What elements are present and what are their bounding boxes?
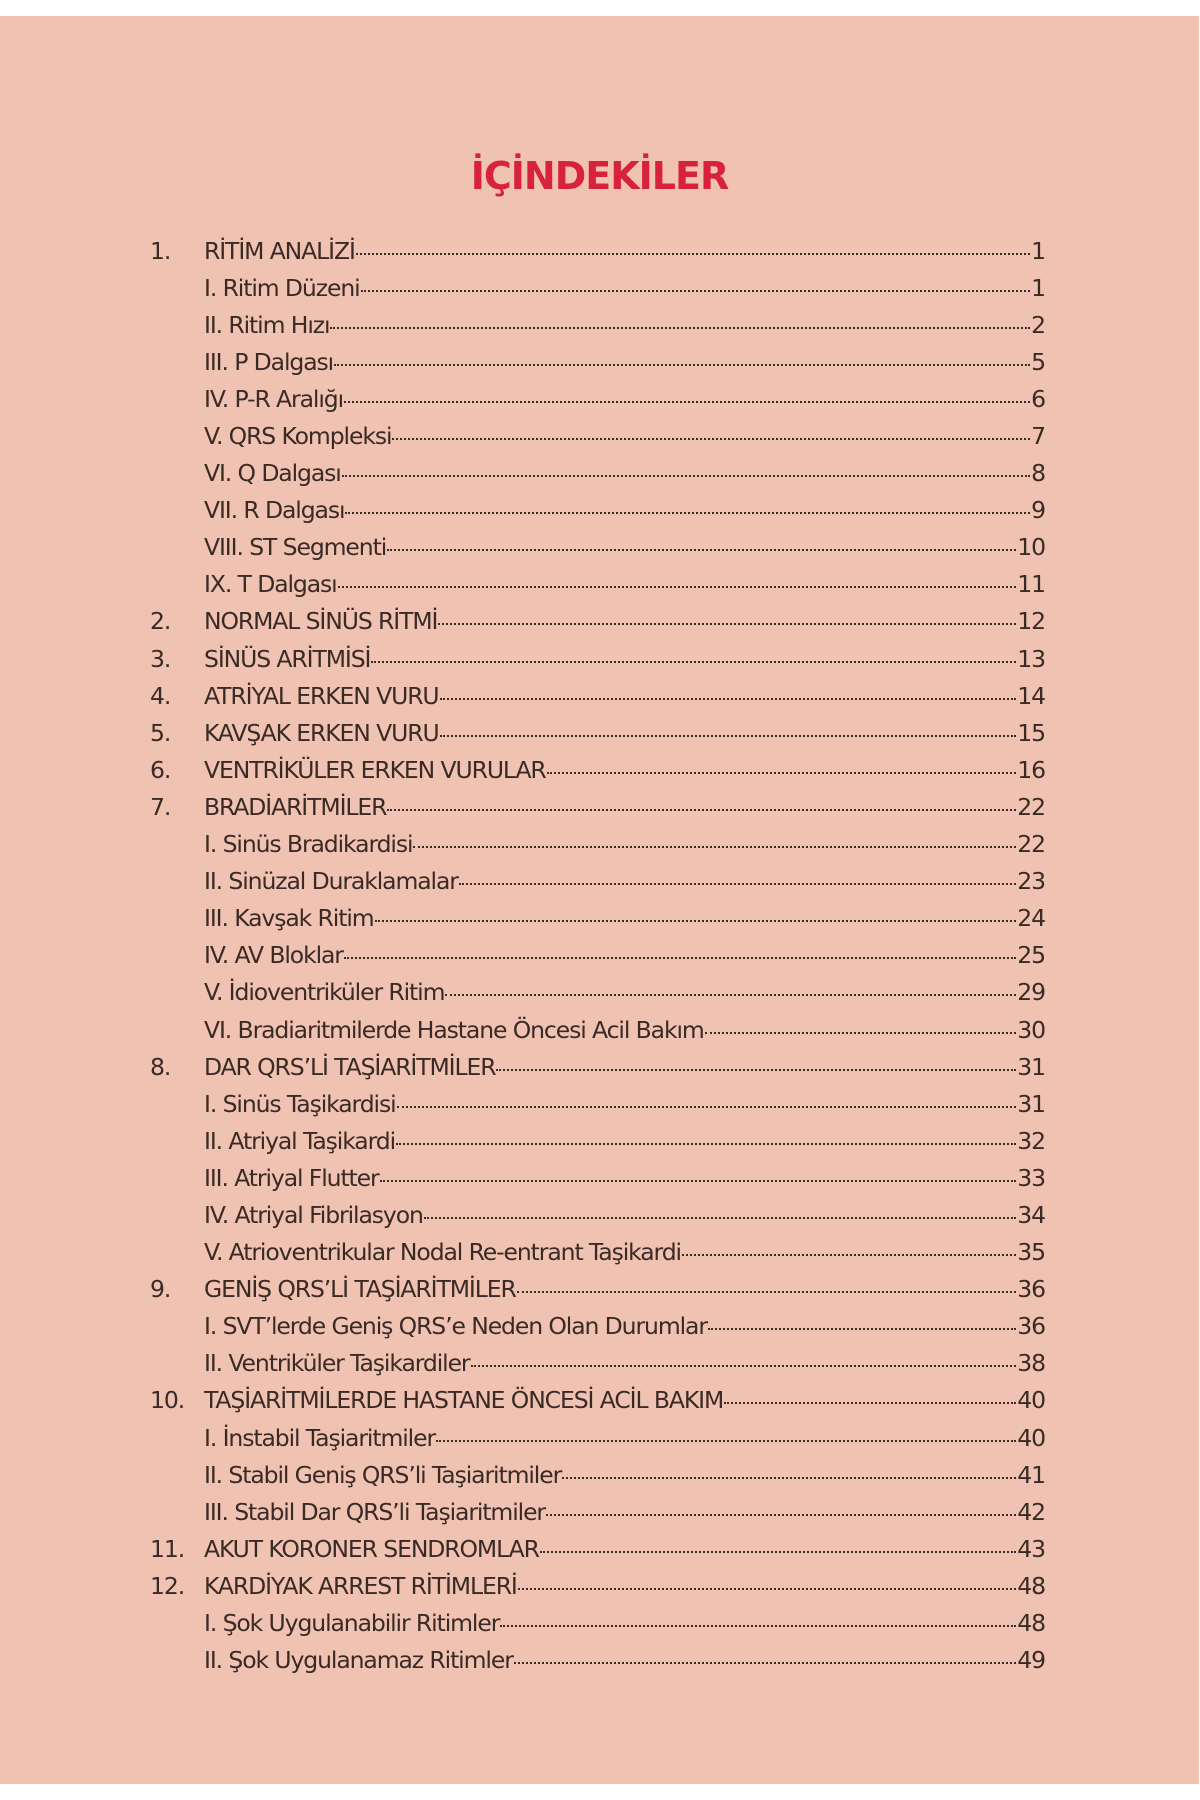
toc-entry-page-number: 24	[1017, 904, 1045, 933]
toc-entry-body	[204, 1053, 1045, 1081]
toc-entry-page-number: 30	[1017, 1015, 1045, 1044]
toc-entry-body	[204, 274, 1045, 302]
toc-entry[interactable]	[150, 1382, 1045, 1419]
toc-entry-body	[204, 1312, 1045, 1340]
toc-entry-label: III. Kavşak Ritim	[204, 904, 374, 933]
toc-entry[interactable]	[150, 900, 1045, 937]
toc-entry[interactable]	[150, 566, 1045, 603]
dot-leader	[682, 1253, 1016, 1256]
toc-entry-label: VII. R Dalgası	[204, 496, 345, 525]
toc-entry-body	[204, 1535, 1045, 1563]
toc-entry-page-number: 7	[1031, 422, 1045, 451]
dot-leader	[375, 919, 1017, 922]
dot-leader	[361, 289, 1031, 292]
toc-entry-label: ATRİYAL ERKEN VURU	[204, 681, 439, 710]
dot-leader	[371, 660, 1016, 663]
toc-entry-page-number: 49	[1017, 1646, 1045, 1675]
toc-entry-label: V. Atrioventrikular Nodal Re-entrant Taşikardi	[204, 1238, 681, 1267]
toc-entry-label: I. Sinüs Bradikardisi	[204, 830, 413, 859]
toc-entry-page-number: 48	[1017, 1609, 1045, 1638]
toc-entry-body	[204, 756, 1045, 784]
page-title: İÇİNDEKİLER	[470, 154, 729, 198]
toc-entry-number: 10.	[150, 1386, 185, 1415]
dot-leader	[397, 1105, 1017, 1108]
dot-leader	[547, 771, 1017, 774]
toc-entry-body	[204, 459, 1045, 487]
dot-leader	[344, 956, 1016, 959]
toc-entry-page-number: 13	[1017, 644, 1045, 673]
toc-entry[interactable]	[150, 380, 1045, 417]
toc-entry[interactable]	[150, 1493, 1045, 1530]
dot-leader	[387, 808, 1016, 811]
toc-entry[interactable]	[150, 751, 1045, 788]
toc-entry[interactable]	[150, 640, 1045, 677]
dot-leader	[440, 734, 1017, 737]
toc-entry-label: AKUT KORONER SENDROMLAR	[204, 1534, 539, 1563]
dot-leader	[705, 1031, 1017, 1034]
toc-entry-page-number: 10	[1017, 533, 1045, 562]
dot-leader	[342, 474, 1030, 477]
toc-entry[interactable]	[150, 1159, 1045, 1196]
dot-leader	[413, 845, 1016, 848]
toc-entry-body	[204, 1275, 1045, 1303]
toc-entry-page-number: 11	[1017, 570, 1045, 599]
dot-leader	[334, 363, 1030, 366]
toc-entry-body	[204, 1646, 1045, 1674]
toc-entry-body	[204, 1127, 1045, 1155]
toc-entry-body	[204, 1201, 1045, 1229]
toc-entry-body	[204, 941, 1045, 969]
toc-entry-label: I. SVT’lerde Geniş QRS’e Neden Olan Durumlar	[204, 1312, 707, 1341]
toc-entry[interactable]	[150, 1604, 1045, 1641]
toc-entry-page-number: 40	[1017, 1386, 1045, 1415]
toc-entry-body	[204, 1349, 1045, 1377]
toc-entry[interactable]	[150, 714, 1045, 751]
toc-entry[interactable]	[150, 603, 1045, 640]
dot-leader	[496, 1068, 1016, 1071]
toc-entry-label: TAŞİARİTMİLERDE HASTANE ÖNCESİ ACİL BAKIM	[204, 1386, 724, 1415]
toc-entry-body	[204, 682, 1045, 710]
dot-leader	[392, 437, 1030, 440]
toc-entry-page-number: 29	[1017, 978, 1045, 1007]
dot-leader	[438, 622, 1016, 625]
toc-entry-number: 6.	[150, 755, 171, 784]
toc-entry[interactable]	[150, 529, 1045, 566]
toc-entry-body	[204, 570, 1045, 598]
toc-entry-label: I. Şok Uygulanabilir Ritimler	[204, 1609, 500, 1638]
toc-entry-label: I. İnstabil Taşiaritmiler	[204, 1423, 436, 1452]
toc-entry-body	[204, 1386, 1045, 1414]
toc-entry-page-number: 6	[1031, 384, 1045, 413]
dot-leader	[345, 511, 1030, 514]
toc-entry-number: 2.	[150, 607, 171, 636]
toc-entry-page-number: 14	[1017, 681, 1045, 710]
toc-entry-page-number: 31	[1017, 1089, 1045, 1118]
dot-leader	[514, 1661, 1017, 1664]
toc-entry-body	[204, 311, 1045, 339]
toc-entry[interactable]	[150, 1234, 1045, 1271]
toc-entry-page-number: 35	[1017, 1238, 1045, 1267]
toc-entry-body	[204, 607, 1045, 635]
toc-entry-body	[204, 385, 1045, 413]
dot-leader	[708, 1327, 1016, 1330]
toc-entry-body	[204, 348, 1045, 376]
toc-entry-page-number: 1	[1031, 236, 1045, 265]
toc-entry-label: VI. Bradiaritmilerde Hastane Öncesi Acil Bakım	[204, 1015, 704, 1044]
dot-leader	[440, 697, 1017, 700]
toc-entry[interactable]	[150, 974, 1045, 1011]
toc-entry[interactable]	[150, 1011, 1045, 1048]
toc-entry-page-number: 22	[1017, 792, 1045, 821]
toc-entry[interactable]	[150, 306, 1045, 343]
toc-entry[interactable]	[150, 677, 1045, 714]
toc-entry-body	[204, 1572, 1045, 1600]
dot-leader	[546, 1513, 1016, 1516]
toc-entry[interactable]	[150, 1271, 1045, 1308]
toc-entry-body	[204, 1164, 1045, 1192]
dot-leader	[436, 1439, 1016, 1442]
toc-entry-body	[204, 978, 1045, 1006]
table-of-contents	[150, 232, 1045, 1679]
toc-entry-label: I. Ritim Düzeni	[204, 273, 360, 302]
dot-leader	[356, 252, 1030, 255]
toc-entry-page-number: 32	[1017, 1126, 1045, 1155]
toc-entry-body	[204, 237, 1045, 265]
toc-entry-page-number: 36	[1017, 1275, 1045, 1304]
dot-leader	[562, 1476, 1016, 1479]
toc-entry-body	[204, 1609, 1045, 1637]
dot-leader	[424, 1216, 1017, 1219]
toc-entry-page-number: 15	[1017, 718, 1045, 747]
toc-entry-number: 3.	[150, 644, 171, 673]
toc-entry-label: III. P Dalgası	[204, 347, 334, 376]
toc-entry-page-number: 41	[1017, 1460, 1045, 1489]
toc-entry[interactable]	[150, 1122, 1045, 1159]
dot-leader	[380, 1179, 1017, 1182]
toc-entry-label: I. Sinüs Taşikardisi	[204, 1089, 396, 1118]
toc-entry-number: 5.	[150, 718, 171, 747]
dot-leader	[344, 400, 1030, 403]
toc-entry[interactable]	[150, 1345, 1045, 1382]
toc-entry-body	[204, 867, 1045, 895]
toc-entry[interactable]	[150, 937, 1045, 974]
toc-entry-page-number: 33	[1017, 1163, 1045, 1192]
toc-entry-body	[204, 719, 1045, 747]
toc-entry-page-number: 16	[1017, 755, 1045, 784]
toc-entry-label: III. Stabil Dar QRS’li Taşiaritmiler	[204, 1497, 545, 1526]
toc-entry-page-number: 42	[1017, 1497, 1045, 1526]
toc-entry-label: BRADİARİTMİLER	[204, 792, 387, 821]
toc-entry-page-number: 40	[1017, 1423, 1045, 1452]
toc-entry-number: 9.	[150, 1275, 171, 1304]
toc-entry-page-number: 2	[1031, 310, 1045, 339]
toc-entry-body	[204, 1461, 1045, 1489]
toc-entry-body	[204, 422, 1045, 450]
toc-entry[interactable]	[150, 863, 1045, 900]
toc-entry-label: III. Atriyal Flutter	[204, 1163, 379, 1192]
toc-entry-page-number: 22	[1017, 830, 1045, 859]
toc-entry-number: 11.	[150, 1534, 185, 1563]
dot-leader	[471, 1364, 1017, 1367]
toc-entry-body	[204, 1016, 1045, 1044]
toc-entry-label: RİTİM ANALİZİ	[204, 236, 355, 265]
toc-entry-label: GENİŞ QRS’Lİ TAŞİARİTMİLER	[204, 1275, 516, 1304]
toc-entry[interactable]	[150, 1530, 1045, 1567]
toc-entry-number: 4.	[150, 681, 171, 710]
toc-entry-body	[204, 1090, 1045, 1118]
toc-entry-body	[204, 793, 1045, 821]
toc-entry-label: II. Atriyal Taşikardi	[204, 1126, 396, 1155]
toc-entry-page-number: 5	[1031, 347, 1045, 376]
toc-entry-body	[204, 830, 1045, 858]
dot-leader	[500, 1624, 1016, 1627]
toc-entry-number: 1.	[150, 236, 171, 265]
toc-entry[interactable]	[150, 788, 1045, 825]
toc-entry-body	[204, 645, 1045, 673]
toc-entry-page-number: 8	[1031, 459, 1045, 488]
toc-entry-page-number: 38	[1017, 1349, 1045, 1378]
toc-entry-label: VENTRİKÜLER ERKEN VURULAR	[204, 755, 546, 784]
dot-leader	[459, 882, 1016, 885]
toc-entry[interactable]	[150, 492, 1045, 529]
toc-entry-label: VIII. ST Segmenti	[204, 533, 387, 562]
toc-entry-page-number: 36	[1017, 1312, 1045, 1341]
toc-entry-page-number: 9	[1031, 496, 1045, 525]
dot-leader	[517, 1290, 1017, 1293]
toc-entry-label: V. İdioventriküler Ritim	[204, 978, 445, 1007]
toc-entry[interactable]	[150, 1419, 1045, 1456]
dot-leader	[330, 326, 1030, 329]
toc-entry-page-number: 12	[1017, 607, 1045, 636]
toc-entry-page-number: 31	[1017, 1052, 1045, 1081]
toc-entry-label: II. Sinüzal Duraklamalar	[204, 867, 458, 896]
toc-entry[interactable]	[150, 1456, 1045, 1493]
toc-entry-number: 8.	[150, 1052, 171, 1081]
toc-entry-body	[204, 1498, 1045, 1526]
toc-entry[interactable]	[150, 232, 1045, 269]
toc-entry[interactable]	[150, 417, 1045, 454]
toc-entry-label: IV. AV Bloklar	[204, 941, 343, 970]
toc-entry[interactable]	[150, 1085, 1045, 1122]
dot-leader	[540, 1550, 1016, 1553]
toc-entry-body	[204, 904, 1045, 932]
toc-entry[interactable]	[150, 455, 1045, 492]
toc-entry-label: V. QRS Kompleksi	[204, 422, 392, 451]
document-page	[0, 16, 1199, 1784]
toc-entry-label: II. Şok Uygulanamaz Ritimler	[204, 1646, 513, 1675]
toc-entry[interactable]	[150, 1048, 1045, 1085]
dot-leader	[518, 1587, 1017, 1590]
toc-entry-body	[204, 1424, 1045, 1452]
toc-entry[interactable]	[150, 269, 1045, 306]
toc-entry-label: II. Ventriküler Taşikardiler	[204, 1349, 470, 1378]
toc-entry-label: IV. P-R Aralığı	[204, 384, 343, 413]
toc-entry-label: KARDİYAK ARREST RİTİMLERİ	[204, 1571, 517, 1600]
toc-entry-label: IV. Atriyal Fibrilasyon	[204, 1200, 423, 1229]
dot-leader	[724, 1401, 1016, 1404]
toc-entry-label: SİNÜS ARİTMİSİ	[204, 644, 371, 673]
toc-entry-page-number: 23	[1017, 867, 1045, 896]
toc-entry[interactable]	[150, 343, 1045, 380]
toc-entry[interactable]	[150, 826, 1045, 863]
toc-entry-label: VI. Q Dalgası	[204, 459, 341, 488]
toc-entry-number: 7.	[150, 792, 171, 821]
toc-entry-number: 12.	[150, 1571, 185, 1600]
toc-entry-label: KAVŞAK ERKEN VURU	[204, 718, 439, 747]
toc-entry[interactable]	[150, 1196, 1045, 1233]
toc-entry-label: II. Ritim Hızı	[204, 310, 330, 339]
toc-entry-label: NORMAL SİNÜS RİTMİ	[204, 607, 438, 636]
dot-leader	[396, 1142, 1016, 1145]
toc-entry-page-number: 1	[1031, 273, 1045, 302]
dot-leader	[338, 585, 1017, 588]
toc-entry-label: IX. T Dalgası	[204, 570, 337, 599]
toc-entry-page-number: 48	[1017, 1571, 1045, 1600]
toc-entry-label: II. Stabil Geniş QRS’li Taşiaritmiler	[204, 1460, 562, 1489]
toc-entry[interactable]	[150, 1642, 1045, 1679]
toc-entry-label: DAR QRS’Lİ TAŞİARİTMİLER	[204, 1052, 496, 1081]
toc-entry-body	[204, 533, 1045, 561]
toc-entry[interactable]	[150, 1567, 1045, 1604]
toc-entry-page-number: 25	[1017, 941, 1045, 970]
dot-leader	[445, 993, 1016, 996]
toc-entry[interactable]	[150, 1308, 1045, 1345]
dot-leader	[387, 548, 1016, 551]
toc-entry-page-number: 34	[1017, 1200, 1045, 1229]
toc-entry-body	[204, 1238, 1045, 1266]
toc-entry-page-number: 43	[1017, 1534, 1045, 1563]
toc-entry-body	[204, 496, 1045, 524]
